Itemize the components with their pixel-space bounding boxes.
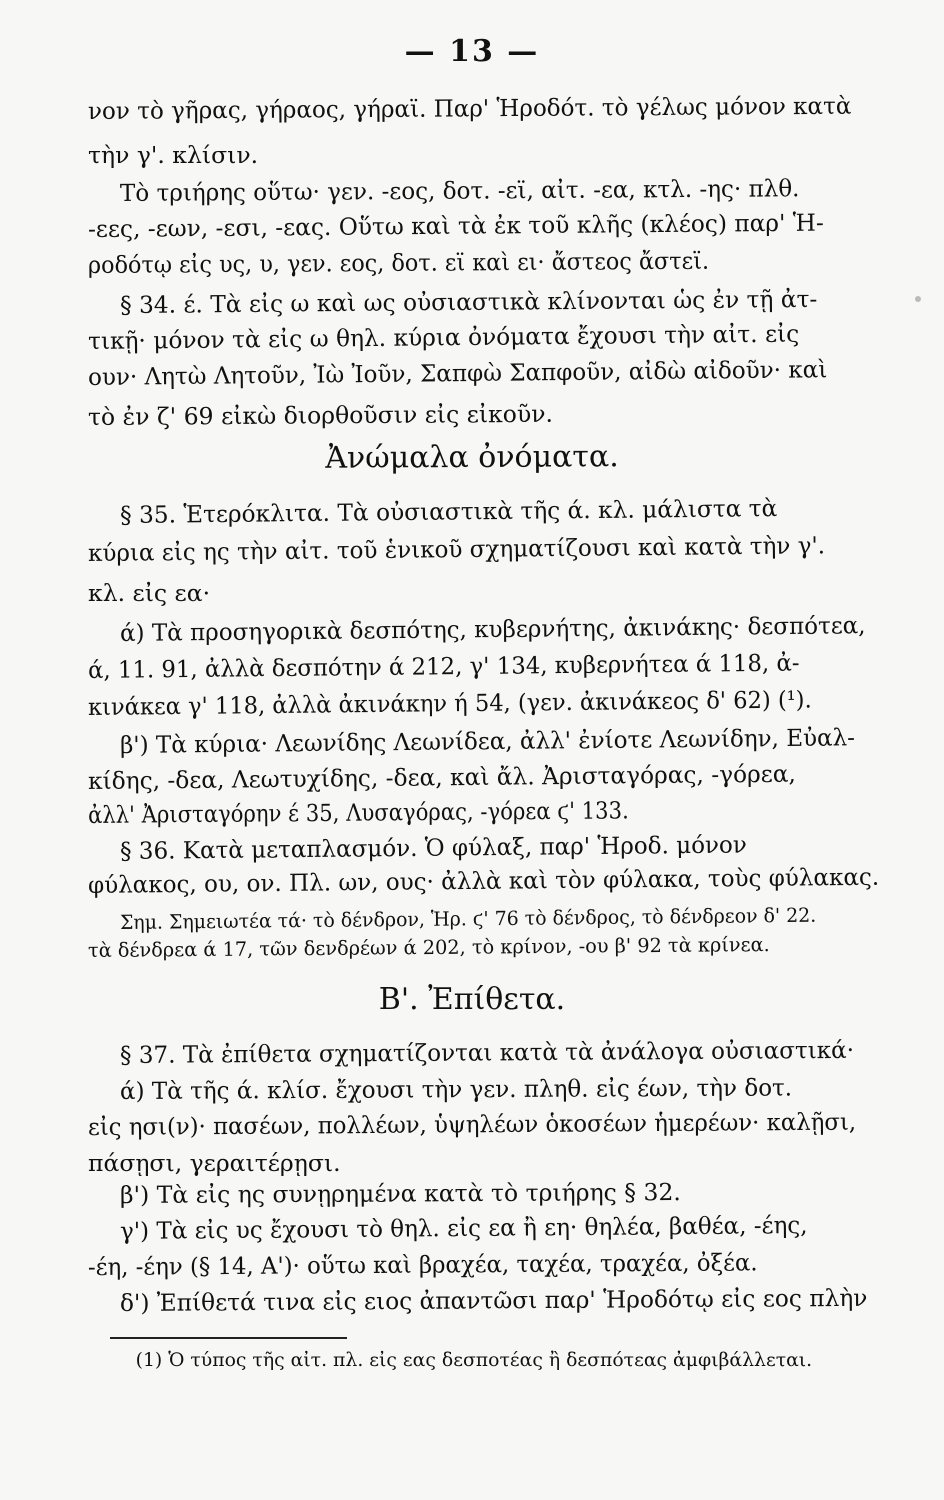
text-line: -εες, -εων, -εσι, -εας. Οὕτω καὶ τὰ ἐκ τοῦ κλῆς (κλέος) παρ' Ἡ-: [87, 208, 824, 243]
text-line: ά) Τὰ τῆς ά. κλίσ. ἔχουσι τὴν γεν. πληθ. εἰς έων, τὴν δοτ.: [119, 1073, 793, 1105]
text-line: τὸ ἐν ζ' 69 εἰκὼ διορθοῦσιν εἰς εἰκοῦν.: [87, 399, 554, 431]
section-36-line: § 36. Κατὰ μεταπλασμόν. Ὁ φύλαξ, παρ' Ἡροδ. μόνον: [119, 830, 747, 865]
text-line: κινάκεα γ' 118, ἀλλὰ ἀκινάκην ή 54, (γεν. ἀκινάκεος δ' 62) (¹).: [87, 685, 812, 721]
text-line: ά) Τὰ προσηγορικὰ δεσπότης, κυβερνήτης, ἀκινάκης· δεσπότεα,: [119, 611, 866, 647]
text-line: τὴν γ'. κλίσιν.: [88, 141, 259, 169]
section-heading: Β'. Ἐπίθετα.: [378, 982, 566, 1017]
text-line: δ') Ἐπίθετά τινα εἰς ειος ἀπαντῶσι παρ' Ἡροδότῳ εἰς εος πλὴν: [119, 1283, 868, 1317]
section-35-line: § 35. Ἑτερόκλιτα. Τὰ οὐσιαστικὰ τῆς ά. κλ. μάλιστα τὰ: [119, 494, 778, 529]
text-line: -έη, -έην (§ 14, Α')· οὕτω καὶ βραχέα, ταχέα, τραχέα, ὀξέα.: [87, 1248, 758, 1281]
text-line: Τὸ τριήρης οὕτω· γεν. -εος, δοτ. -εϊ, αἰτ. -εα, κτλ. -ης· πλθ.: [119, 174, 800, 207]
section-heading: Ἀνώμαλα ὀνόματα.: [325, 439, 619, 476]
paper-speck: [915, 296, 921, 302]
text-line: νον τὸ γῆρας, γήραος, γήραϊ. Παρ' Ἡροδότ. τὸ γέλως μόνον κατὰ: [87, 91, 852, 125]
note-line: Σημ. Σημειωτέα τά· τὸ δένδρον, Ἡρ. ϛ' 76 τὸ δένδρος, τὸ δένδρεον δ' 22.: [119, 903, 817, 934]
text-line: εἰς ησι(ν)· πασέων, πολλέων, ὑψηλέων ὁκοσέων ἡμερέων· καλῇσι,: [87, 1107, 857, 1141]
text-line: κύρια εἰς ης τὴν αἰτ. τοῦ ἑνικοῦ σχηματίζουσι καὶ κατὰ τὴν γ'.: [87, 531, 826, 567]
text-line: β') Τὰ κύρια· Λεωνίδης Λεωνίδεα, ἀλλ' ἐνίοτε Λεωνίδην, Εὐαλ-: [119, 723, 856, 759]
text-line: κλ. εἰς εα·: [88, 579, 211, 607]
footnote-divider: [110, 1337, 347, 1339]
section-34-line: § 34. έ. Τὰ εἰς ω καὶ ως οὐσιαστικὰ κλίνονται ὡς ἐν τῇ ἀτ-: [119, 284, 818, 319]
section-37-line: § 37. Τὰ ἐπίθετα σχηματίζονται κατὰ τὰ ἀνάλογα οὐσιαστικά·: [119, 1035, 855, 1069]
note-line: τὰ δένδρεα ά 17, τῶν δενδρέων ά 202, τὸ κρίνον, -ου β' 92 τὰ κρίνεα.: [87, 933, 770, 962]
footnote: (1) Ὁ τύπος τῆς αἰτ. πλ. εἰς εας δεσποτέας ἢ δεσπότεας ἀμφιβάλλεται.: [135, 1349, 813, 1371]
text-line: ά, 11. 91, ἀλλὰ δεσπότην ά 212, γ' 134, κυβερνήτεα ά 118, ἀ-: [87, 648, 800, 684]
text-line: πάσῃσι, γεραιτέρῃσι.: [88, 1149, 341, 1177]
text-line: γ') Τὰ εἰς υς ἔχουσι τὸ θηλ. εἰς εα ἢ εη· θηλέα, βαθέα, -έης,: [119, 1211, 808, 1245]
text-line: β') Τὰ εἰς ης συνῃρημένα κατὰ τὸ τριήρης § 32.: [119, 1178, 681, 1209]
text-line: φύλακος, ου, ον. Πλ. ων, ους· ἀλλὰ καὶ τὸν φύλακα, τοὺς φύλακας.: [87, 862, 880, 899]
page-number: — 13 —: [404, 34, 540, 69]
text-line: κίδης, -δεα, Λεωτυχίδης, -δεα, καὶ ἄλ. Ἀρισταγόρας, -γόρεα,: [87, 759, 797, 795]
text-line: ουν· Λητὼ Λητοῦν, Ἰὼ Ἰοῦν, Σαπφὼ Σαπφοῦν, αἰδὼ αἰδοῦν· καὶ: [87, 355, 828, 391]
text-line: ροδότῳ εἰς υς, υ, γεν. εος, δοτ. εϊ καὶ ει· ἄστεος ἄστεϊ.: [87, 246, 710, 279]
text-line: τικῇ· μόνον τὰ εἰς ω θηλ. κύρια ὀνόματα ἔχουσι τὴν αἰτ. εἰς: [87, 319, 800, 355]
text-line: ἀλλ' Ἀρισταγόρην έ 35, Λυσαγόρας, -γόρεα ϛ' 133.: [87, 796, 629, 829]
